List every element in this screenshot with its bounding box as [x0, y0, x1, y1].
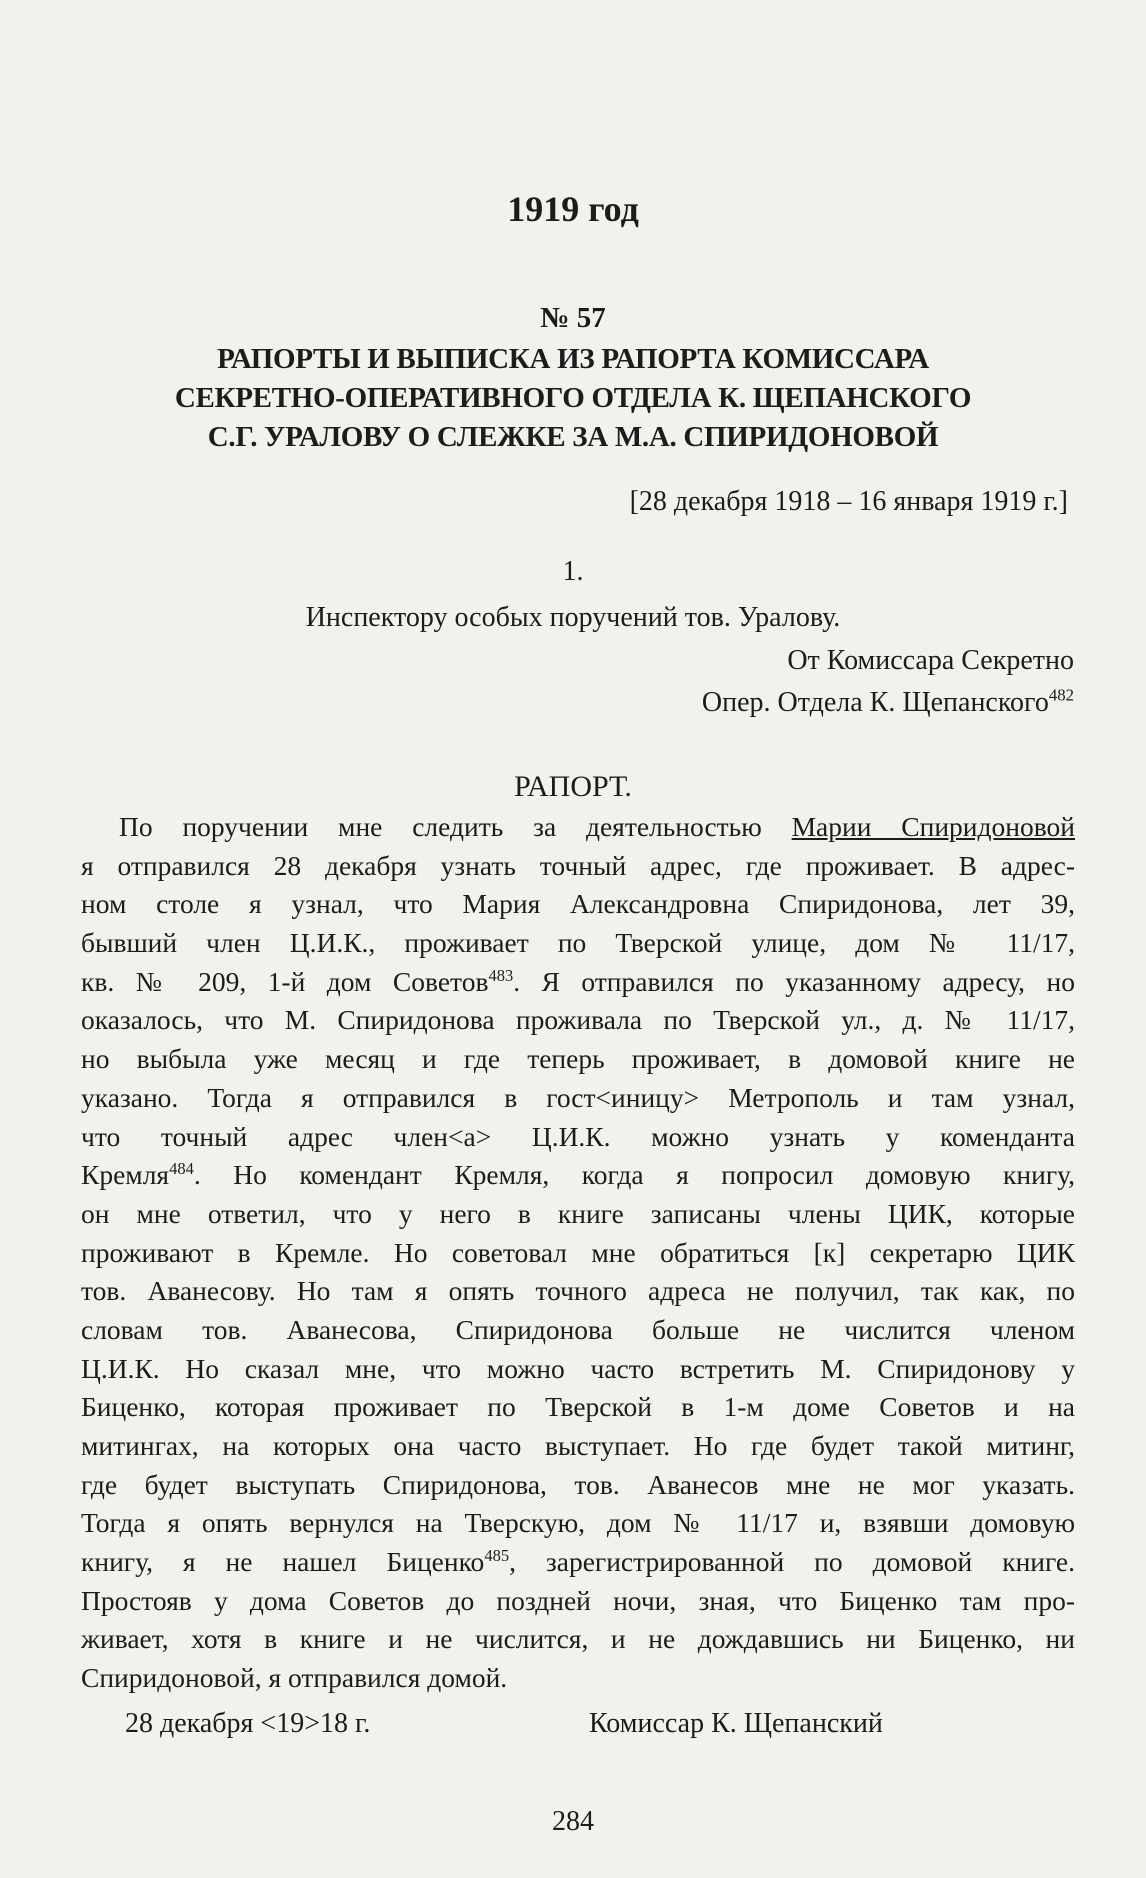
body-line: [81, 1543, 1075, 1582]
body-text: словам тов. Аванесова, Спиридонова больше не числится членом: [81, 1313, 1075, 1345]
body-text: Спиридоновой, я отправился домой.: [81, 1662, 508, 1694]
signature-date: 28 декабря <19>18 г.: [125, 1708, 371, 1739]
body-text: но выбыла уже месяц и где теперь проживает, в домовой книге не: [81, 1043, 1075, 1075]
body-text: Кремля: [81, 1159, 170, 1191]
title-line: РАПОРТЫ И ВЫПИСКА ИЗ РАПОРТА КОМИССАРА: [217, 343, 929, 375]
body-line: [81, 1388, 1075, 1427]
sender-line-1: От Комиссара Секретно: [787, 645, 1074, 676]
year-heading: 1919 год: [507, 189, 639, 229]
body-line: [81, 847, 1075, 886]
body-line: [81, 963, 1075, 1002]
report-heading: РАПОРТ.: [514, 770, 632, 803]
signature-name: Комиссар К. Щепанский: [589, 1708, 883, 1739]
body-text: митингах, на которых она часто выступает. Но где будет такой митинг,: [81, 1430, 1075, 1461]
body-text: Ц.И.К. Но сказал мне, что можно часто встретить М. Спиридонову у: [81, 1352, 1075, 1384]
title-line: С.Г. УРАЛОВУ О СЛЕЖКЕ ЗА М.А. СПИРИДОНОВОЙ: [207, 421, 939, 453]
body-line: [81, 1040, 1075, 1079]
body-line: [81, 1350, 1075, 1389]
date-range: [28 декабря 1918 – 16 января 1919 г.]: [629, 486, 1068, 517]
body-text: указано. Тогда я отправился в гост<иницу> Метрополь и там узнал,: [81, 1081, 1075, 1113]
footnote-ref: 482: [1048, 685, 1074, 705]
body-text: . Я отправился по указанному адресу, но: [513, 965, 1075, 997]
title-line: СЕКРЕТНО-ОПЕРАТИВНОГО ОТДЕЛА К. ЩЕПАНСКОГО: [174, 382, 972, 414]
body-text: . Но комендант Кремля, когда я попросил домовую книгу,: [193, 1159, 1075, 1191]
body-text: ном столе я узнал, что Мария Александровна Спиридонова, лет 39,: [81, 888, 1075, 920]
body-text: По поручении мне следить за деятельностью: [119, 811, 792, 842]
body-line: [81, 1156, 1075, 1195]
body-line: [81, 1118, 1075, 1157]
body-text: он мне ответил, что у него в книге записаны члены ЦИК, которые: [81, 1197, 1075, 1229]
body-line: [81, 1272, 1075, 1311]
section-number: 1.: [562, 556, 584, 587]
body-text: Тогда я опять вернулся на Тверскую, дом № 11/17 и, взявши домовую: [81, 1507, 1075, 1539]
body-text: бывший член Ц.И.К., проживает по Тверской улице, дом № 11/17,: [81, 927, 1075, 959]
body-text: что точный адрес член<а> Ц.И.К. можно узнать у коменданта: [81, 1120, 1075, 1152]
body-line: [81, 924, 1075, 963]
body-text: , зарегистрированной по домовой книге.: [509, 1546, 1076, 1578]
body-line: [81, 1659, 1075, 1698]
underlined-name: Марии Спиридоновой: [791, 811, 1075, 842]
addressee: Инспектору особых поручений тов. Уралову.: [305, 602, 841, 633]
body-text: кв. № 209, 1-й дом Советов: [81, 965, 489, 997]
body-text: оказалось, что М. Спиридонова проживала по Тверской ул., д. № 11/17,: [81, 1004, 1075, 1036]
report-body: [81, 808, 1075, 1698]
body-line: [81, 1001, 1075, 1040]
body-line: [81, 1466, 1075, 1505]
body-line: [81, 1079, 1075, 1118]
body-text: где будет выступать Спиридонова, тов. Аванесов мне не мог указать.: [81, 1468, 1075, 1500]
document-number: № 57: [540, 302, 606, 334]
body-line: [81, 1195, 1075, 1234]
body-text: книгу, я не нашел Биценко: [81, 1546, 485, 1578]
sender-text: Опер. Отдела К. Щепанского: [701, 687, 1049, 718]
body-line: [81, 1311, 1075, 1350]
body-line: [81, 1620, 1075, 1659]
body-text: проживают в Кремле. Но советовал мне обратиться [к] секретарю ЦИК: [81, 1236, 1075, 1268]
body-line: [81, 808, 1075, 847]
footnote-ref: 485: [484, 1545, 510, 1565]
footnote-ref: 483: [488, 965, 514, 985]
body-text: я отправился 28 декабря узнать точный адрес, где проживает. В адрес-: [81, 849, 1075, 881]
footnote-ref: 484: [169, 1159, 194, 1179]
body-line: [81, 1234, 1075, 1273]
body-text: живает, хотя в книге и не числится, и не дождавшись ни Биценко, ни: [81, 1623, 1075, 1655]
body-text: Биценко, которая проживает по Тверской в 1-м доме Советов и на: [81, 1391, 1075, 1423]
body-text: Простояв у дома Советов до поздней ночи, зная, что Биценко там про-: [81, 1584, 1075, 1616]
body-line: [81, 1427, 1075, 1466]
body-line: [81, 1582, 1075, 1621]
body-text: тов. Аванесову. Но там я опять точного адреса не получил, так как, по: [81, 1275, 1075, 1307]
document-title: [0, 340, 1146, 457]
page-number: 284: [552, 1806, 594, 1837]
body-line: [81, 1504, 1075, 1543]
sender-line-2: [702, 687, 1074, 719]
body-line: [81, 885, 1075, 924]
